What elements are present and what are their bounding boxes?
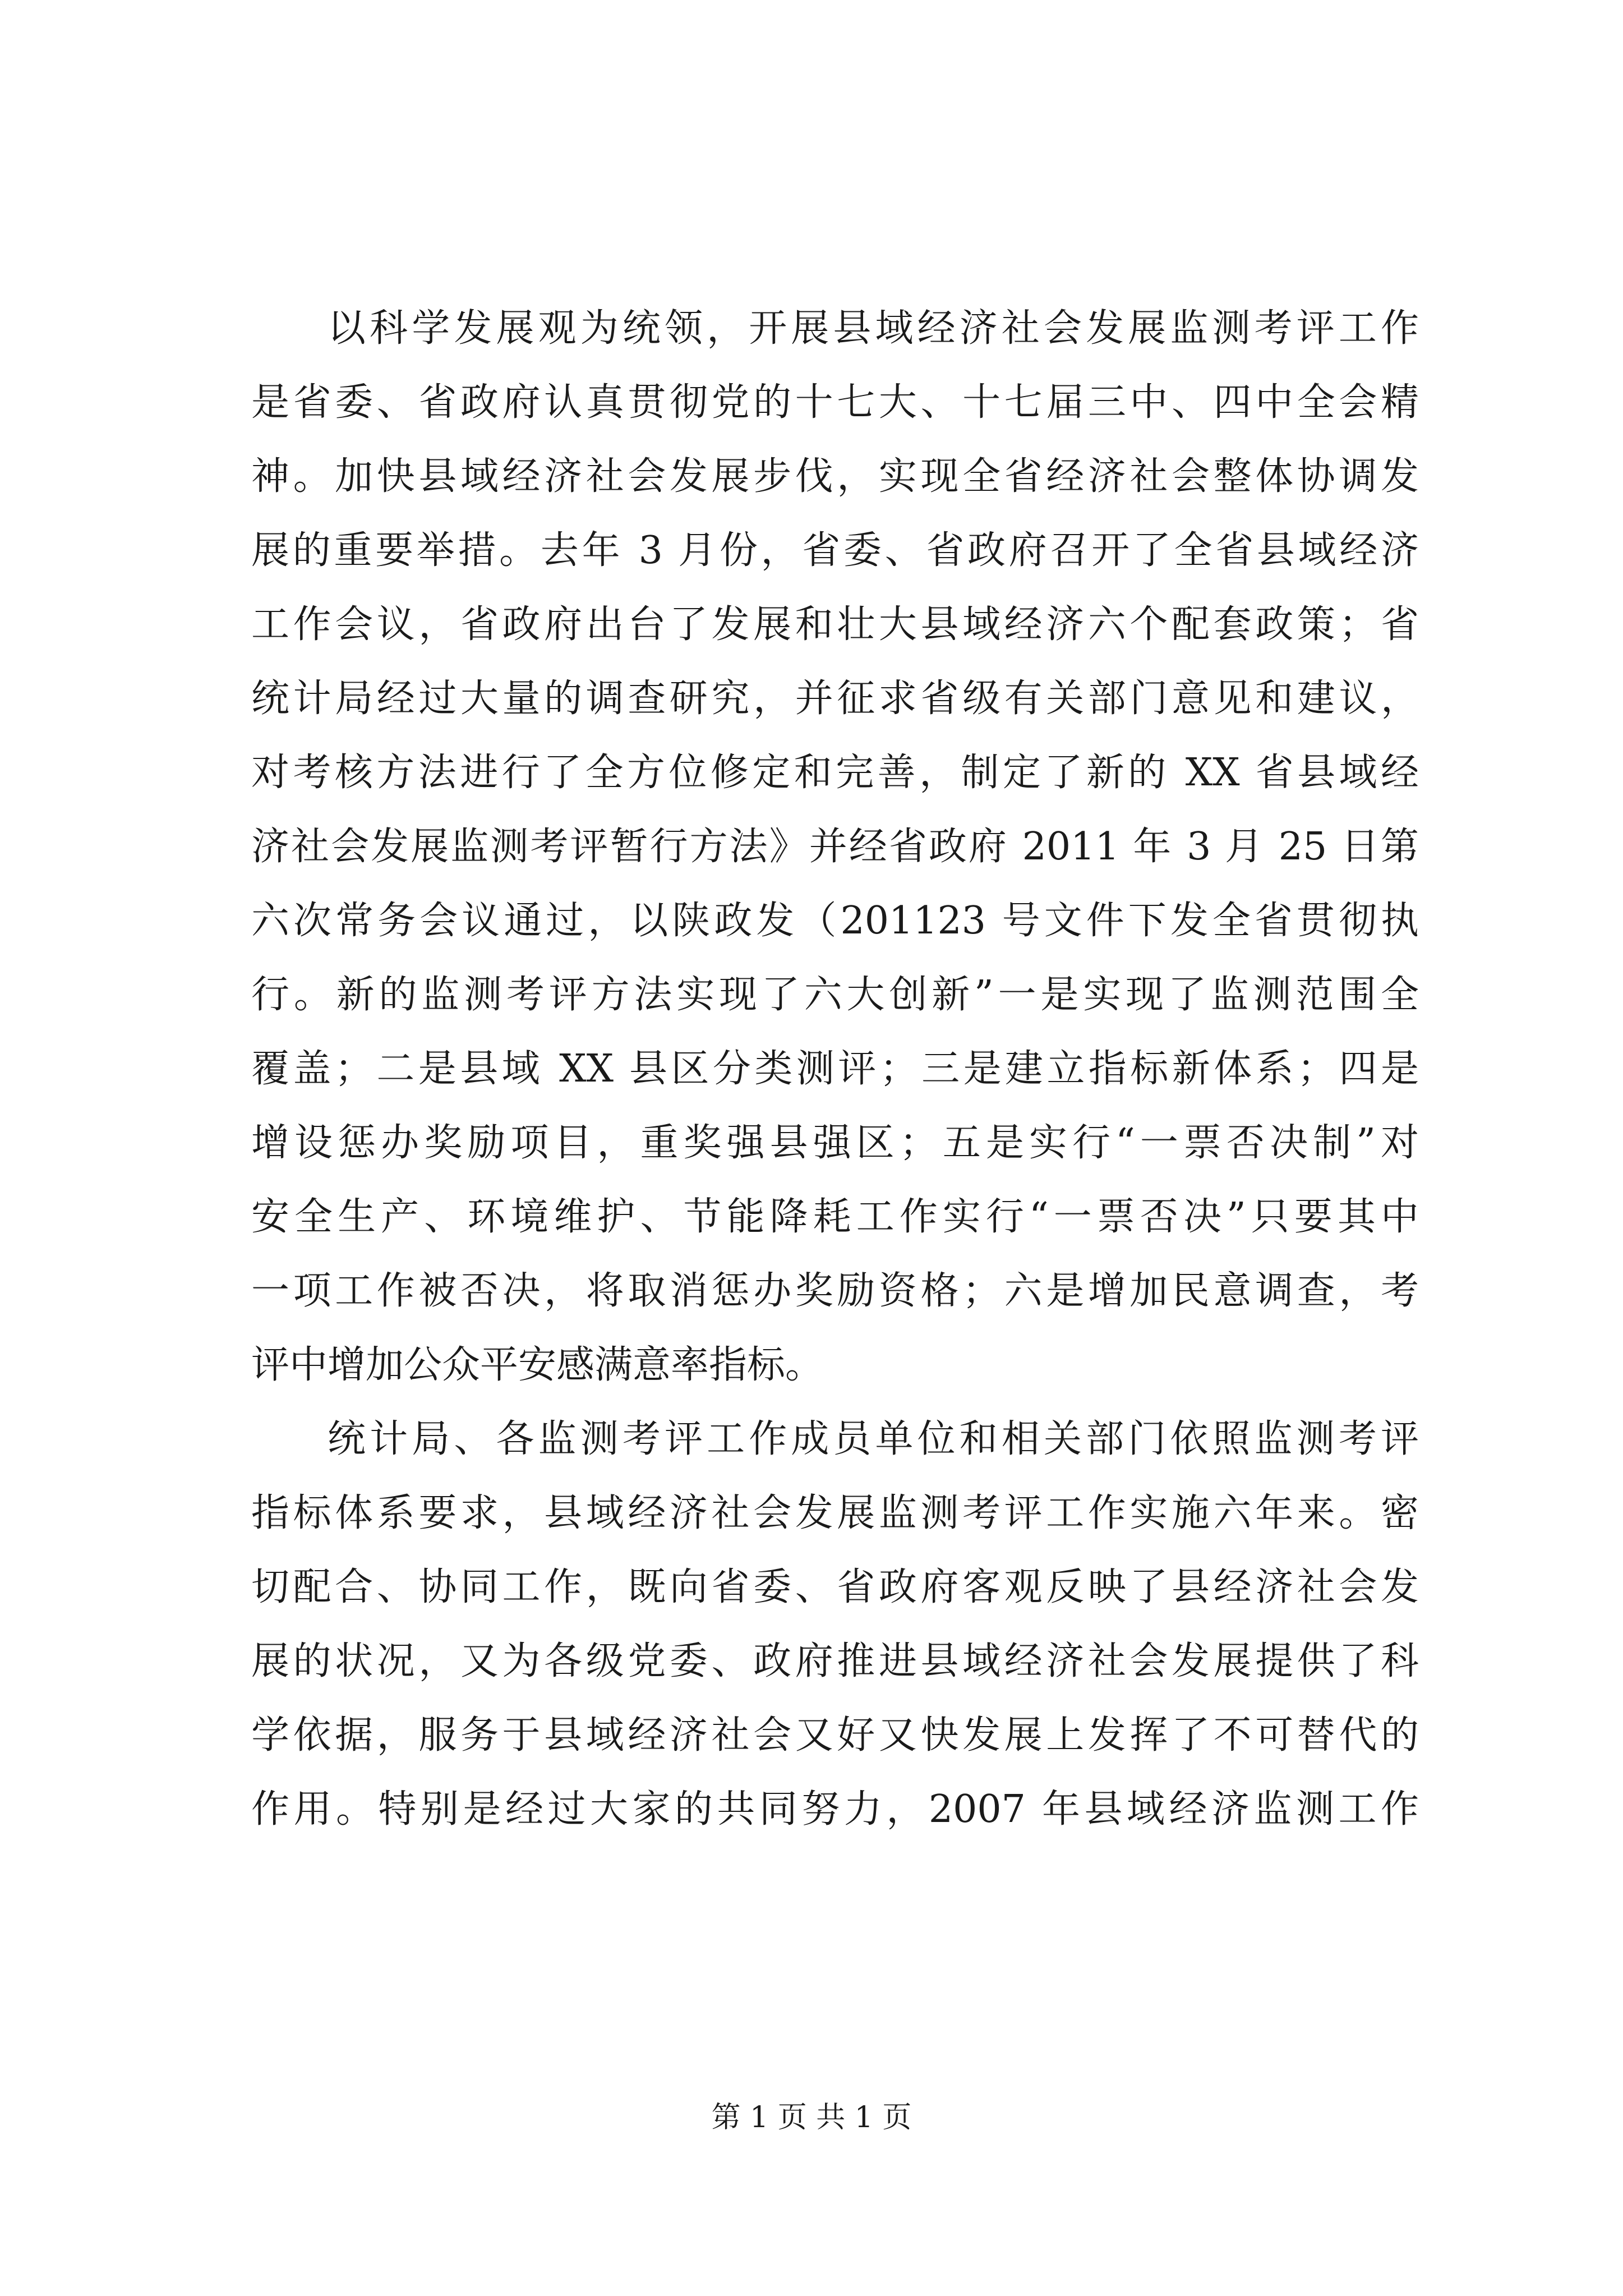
paragraph-line: 六次常务会议通过，以陕政发（201123 号文件下发全省贯彻执 [251,899,1419,943]
paragraph-line: 覆盖；二是县域 XX 县区分类测评；三是建立指标新体系；四是 [251,1047,1419,1091]
document-body [251,292,1419,1847]
paragraph-line: 以科学发展观为统领，开展县域经济社会发展监测考评工作 [328,306,1419,351]
paragraph-1 [251,292,1419,1402]
paragraph-line: 展的重要举措。去年 3 月份，省委、省政府召开了全省县域经济 [251,528,1419,573]
paragraph-line: 行。新的监测考评方法实现了六大创新”一是实现了监测范围全 [251,973,1419,1017]
paragraph-line: 神。加快县域经济社会发展步伐，实现全省经济社会整体协调发 [251,454,1419,499]
paragraph-line: 对考核方法进行了全方位修定和完善，制定了新的 XX 省县域经 [251,751,1419,795]
page-footer [0,2098,1623,2137]
paragraph-line: 统计局、各监测考评工作成员单位和相关部门依照监测考评 [328,1417,1419,1461]
paragraph-line: 展的状况，又为各级党委、政府推进县域经济社会发展提供了科 [251,1639,1419,1683]
paragraph-line: 统计局经过大量的调查研究，并征求省级有关部门意见和建议， [251,677,1419,721]
paragraph-line: 增设惩办奖励项目，重奖强县强区；五是实行“一票否决制”对 [251,1121,1419,1165]
paragraph-line: 工作会议，省政府出台了发展和壮大县域经济六个配套政策；省 [251,602,1419,647]
paragraph-line: 指标体系要求，县域经济社会发展监测考评工作实施六年来。密 [251,1491,1419,1535]
page-number: 第 1 页 共 1 页 [711,2101,912,2134]
paragraph-line: 切配合、协同工作，既向省委、省政府客观反映了县经济社会发 [251,1565,1419,1609]
paragraph-line: 安全生产、环境维护、节能降耗工作实行“一票否决”只要其中 [251,1195,1419,1239]
paragraph-line: 一项工作被否决，将取消惩办奖励资格；六是增加民意调查，考 [251,1269,1419,1313]
paragraph-line: 评中增加公众平安感满意率指标。 [251,1343,824,1387]
paragraph-line: 学依据，服务于县域经济社会又好又快发展上发挥了不可替代的 [251,1713,1419,1757]
paragraph-line: 作用。特别是经过大家的共同努力，2007 年县域经济监测工作 [251,1787,1419,1832]
paragraph-line: 是省委、省政府认真贯彻党的十七大、十七届三中、四中全会精 [251,380,1419,425]
paragraph-line: 济社会发展监测考评暂行方法》并经省政府 2011 年 3 月 25 日第 [251,825,1419,869]
paragraph-2 [251,1402,1419,1847]
